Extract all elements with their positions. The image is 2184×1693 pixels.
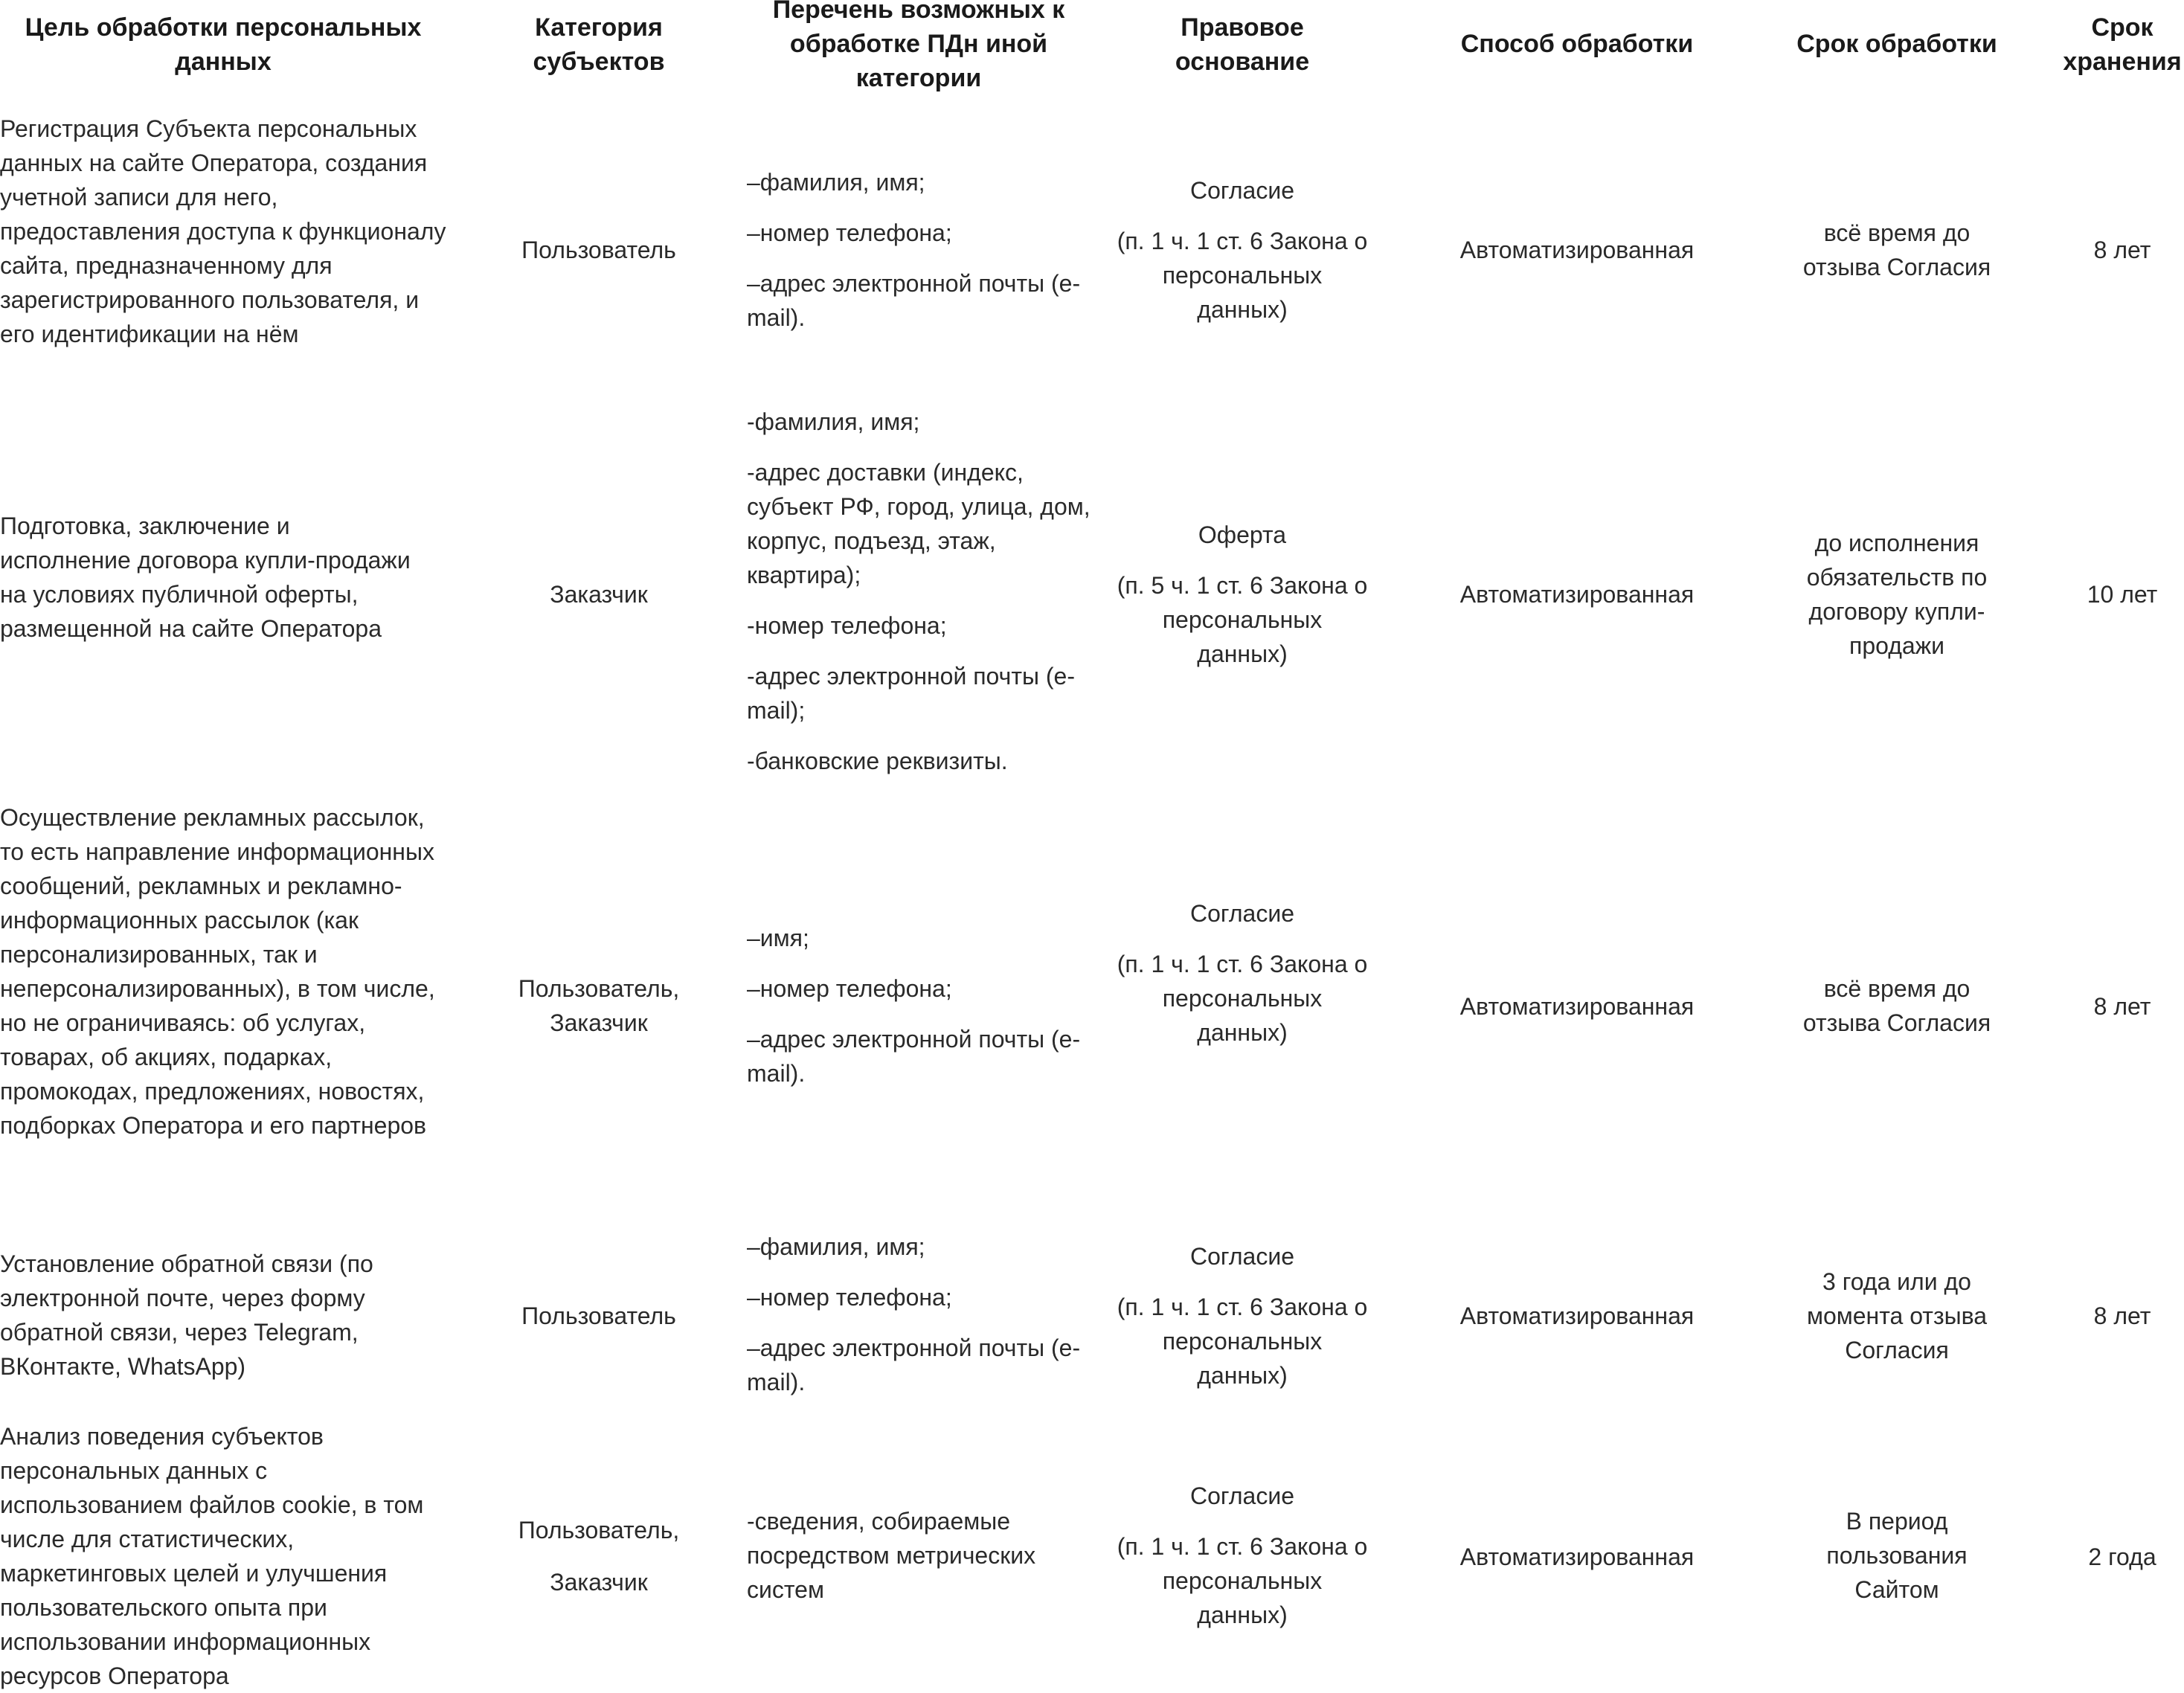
pd-item: -банковские реквизиты. (747, 748, 1008, 774)
row1-term: всё время до отзыва Согласия (1802, 219, 1991, 280)
row1-category: Пользователь (521, 237, 676, 263)
row4-category: Пользователь (521, 1302, 676, 1329)
row3-term: всё время до отзыва Согласия (1802, 975, 1991, 1036)
basis-reference: (п. 1 ч. 1 ст. 6 Закона о персональных данных) (1117, 951, 1368, 1046)
pd-item: –адрес электронной почты (e-mail). (747, 1026, 1081, 1087)
row5-pd-list (747, 1504, 1096, 1623)
pd-item: –адрес электронной почты (e-mail). (747, 1334, 1081, 1395)
category-line: Заказчик (550, 1569, 648, 1596)
pd-item: -сведения, собираемые посредством метрических систем (747, 1508, 1036, 1603)
row4-purpose: Установление обратной связи (по электронной почте, через форму обратной связи, через Telegram, ВКонтакте, WhatsApp) (0, 1250, 373, 1380)
header-storage: Срок хранения (2063, 13, 2182, 76)
row4-storage: 8 лет (2093, 1302, 2151, 1329)
row2-method: Автоматизированная (1459, 581, 1695, 608)
basis-reference: (п. 1 ч. 1 ст. 6 Закона о персональных данных) (1117, 1294, 1368, 1389)
header-method: Способ обработки (1460, 30, 1694, 58)
header-pd-list: Перечень возможных к обработке ПДн иной категории (772, 0, 1065, 92)
header-term: Срок обработки (1796, 30, 1997, 58)
row5-category (491, 1513, 707, 1599)
row1-pd-list (747, 165, 1096, 351)
row3-purpose: Осуществление рекламных рассылок, то есть направление информационных сообщений, рекламных и рекламно-информационных рассылок (как персонализированных, так и неперсонализированных), в том числе, но не ограничиваясь: об услугах, товарах, об акциях, подарках, промокодах, предложениях, новостях, подборках Оператора и его партнеров (0, 804, 435, 1139)
row5-purpose: Анализ поведения субъектов персональных данных с использованием файлов cookie, в том числе для статистических, маркетинговых целей и улучшения пользовательского опыта при использовании информационных ресурсов Оператора (0, 1423, 424, 1689)
pd-item: -адрес электронной почты (e-mail); (747, 663, 1075, 724)
row5-storage: 2 года (2088, 1543, 2156, 1570)
pd-item: -номер телефона; (747, 612, 947, 639)
row1-basis (1116, 173, 1369, 327)
header-purpose: Цель обработки персональных данных (25, 13, 422, 76)
basis-title: Согласие (1189, 1482, 1294, 1509)
row5-method: Автоматизированная (1459, 1543, 1695, 1570)
pd-item: –адрес электронной почты (e-mail). (747, 270, 1081, 331)
row3-category: Пользователь, Заказчик (518, 975, 680, 1036)
pd-item: -адрес доставки (индекс, субъект РФ, город, улица, дом, корпус, подъезд, этаж, квартира); (747, 459, 1091, 588)
row4-pd-list (747, 1230, 1096, 1416)
row4-basis (1116, 1239, 1369, 1392)
row3-basis (1116, 896, 1369, 1050)
row4-method: Автоматизированная (1459, 1302, 1695, 1329)
row2-category: Заказчик (550, 581, 648, 608)
basis-reference: (п. 5 ч. 1 ст. 6 Закона о персональных данных) (1117, 572, 1368, 667)
basis-title: Оферта (1198, 521, 1287, 548)
row2-pd-list (747, 405, 1096, 794)
row1-purpose: Регистрация Субъекта персональных данных на сайте Оператора, создания учетной записи для него, предоставления доступа к функционалу сайта, предназначенному для зарегистрированного пользователя, и его идентификации на нём (0, 115, 446, 347)
basis-title: Согласие (1189, 900, 1294, 927)
pd-item: –фамилия, имя; (747, 169, 925, 196)
row2-storage: 10 лет (2087, 581, 2158, 608)
row5-term: В период пользования Сайтом (1826, 1508, 1968, 1603)
header-basis: Правовое основание (1175, 13, 1310, 76)
pd-item: -фамилия, имя; (747, 408, 920, 435)
pd-item: –фамилия, имя; (747, 1233, 925, 1260)
row4-term: 3 года или до момента отзыва Согласия (1806, 1268, 1988, 1363)
pd-item: –номер телефона; (747, 1284, 952, 1311)
pd-item: –имя; (747, 925, 809, 951)
pd-item: –номер телефона; (747, 975, 952, 1002)
row1-method: Автоматизированная (1459, 237, 1695, 263)
row3-storage: 8 лет (2093, 993, 2151, 1020)
row2-basis (1116, 518, 1369, 671)
pd-item: –номер телефона; (747, 219, 952, 246)
row5-basis (1116, 1479, 1369, 1632)
row2-purpose: Подготовка, заключение и исполнение договора купли-продажи на условиях публичной оферты, размещенной на сайте Оператора (0, 513, 411, 642)
row3-pd-list (747, 921, 1096, 1107)
basis-title: Согласие (1189, 1243, 1294, 1270)
header-category: Категория субъектов (533, 13, 665, 76)
row1-storage: 8 лет (2093, 237, 2151, 263)
basis-title: Согласие (1189, 177, 1294, 204)
basis-reference: (п. 1 ч. 1 ст. 6 Закона о персональных данных) (1117, 1533, 1368, 1628)
row3-method: Автоматизированная (1459, 993, 1695, 1020)
row2-term: до исполнения обязательств по договору купли-продажи (1806, 530, 1988, 659)
category-line: Пользователь, (518, 1517, 680, 1543)
basis-reference: (п. 1 ч. 1 ст. 6 Закона о персональных данных) (1117, 228, 1368, 323)
